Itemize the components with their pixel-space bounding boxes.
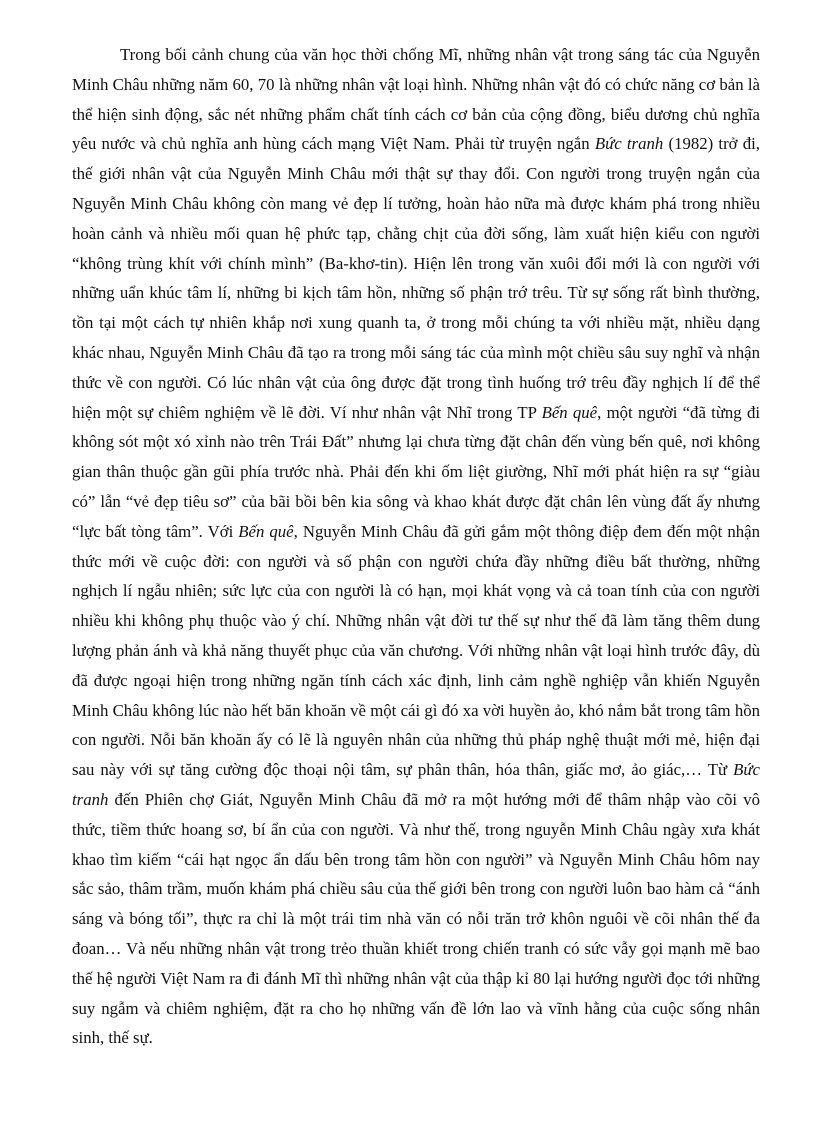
paragraph-text: (1982) trở đi, thế giới nhân vật của Nguyễn Minh Châu mới thật sự thay đổi. Con người trong truyện ngắn của Nguyễn Minh Châu không còn mang vẻ đẹp lí tưởng, hoàn hảo nữa mà được khám phá trong nhiều hoàn cảnh và nhiều mối quan hệ phức tạp, chằng chịt của đời sống, làm xuất hiện kiểu con người “không trùng khít với chính mình” (Ba-khơ-tin). Hiện lên trong văn xuôi đổi mới là con người với những uẩn khúc tâm lí, những bi kịch tâm hồn, những số phận trớ trêu. Từ sự sống rất bình thường, tồn tại một cách tự nhiên khắp nơi xung quanh ta, ở trong mỗi chúng ta với nhiều mặt, nhiều dạng khác nhau, Nguyễn Minh Châu đã tạo ra trong mỗi sáng tác của mình một chiều sâu suy nghĩ và nhận thức về con người. Có lúc nhân vật của ông được đặt trong tình huống trớ trêu đầy nghịch lí để thể hiện một sự chiêm nghiệm về lẽ đời. Ví như nhân vật Nhĩ trong TP: [72, 134, 761, 422]
document-page: [72, 40, 760, 1053]
paragraph-text: , Nguyễn Minh Châu đã gửi gắm một thông điệp đem đến một nhận thức mới về cuộc đời: con người và số phận con người chứa đầy những điều bất thường, những nghịch lí ngẫu nhiên; sức lực của con người là có hạn, mọi khát vọng và cả toan tính của con người nhiều khi không phụ thuộc vào ý chí. Những nhân vật đời tư thế sự như thế đã làm tăng thêm dung lượng phản ánh và khả năng thuyết phục của văn chương. Với những nhân vật loại hình trước đây, dù đã được ngoại hiện trong những ngăn tính cách xác định, linh cảm nghề nghiệp vẫn khiến Nguyễn Minh Châu không lúc nào hết băn khoăn về một cái gì đó xa vời huyền ảo, khó nắm bắt trong tâm hồn con người. Nỗi băn khoăn ấy có lẽ là nguyên nhân của những thủ pháp nghệ thuật mới mẻ, hiện đại sau này với sự tăng cường độc thoại nội tâm, sự phân thân, hóa thân, giấc mơ, ảo giác,… Từ: [72, 521, 760, 780]
paragraph-text: , một người “đã từng đi không sót một xó xỉnh nào trên Trái Đất” nhưng lại chưa từng đặt chân đến vùng bến quê, nơi không gian thân thuộc gần gũi phía trước nhà. Phải đến khi ốm liệt giường, Nhĩ mới phát hiện ra sự “giàu có” lẫn “vẻ đẹp tiêu sơ” của bãi bồi bên kia sông và khao khát được đặt chân lên vùng đất ấy nhưng “lực bất tòng tâm”. Với: [72, 402, 760, 541]
work-title-buc-tranh: Bức tranh: [594, 134, 664, 154]
work-title-buc-tranh: Bức tranh: [72, 760, 760, 809]
work-title-ben-que: Bến quê: [541, 402, 598, 422]
paragraph-text: đến Phiên chợ Giát, Nguyễn Minh Châu đã mở ra một hướng mới để thâm nhập vào cõi vô thức, tiềm thức hoang sơ, bí ẩn của con người. Và như thế, trong nguyễn Minh Châu ngày xưa khát khao tìm kiếm “cái hạt ngọc ẩn dấu bên trong tâm hồn con người” và Nguyễn Minh Châu hôm nay sắc sảo, thâm trầm, muốn khám phá chiều sâu của thế giới bên trong con người luôn bao hàm cả “ánh sáng và bóng tối”, thực ra chỉ là một trái tim nhà văn có nỗi trăn trở khôn nguôi về cõi nhân thế đa đoan… Và nếu những nhân vật trong trẻo thuần khiết trong chiến tranh có sức vẫy gọi mạnh mẽ bao thế hệ người Việt Nam ra đi đánh Mĩ thì những nhân vật của thập kỉ 80 lại hướng người đọc tới những suy ngẫm và chiêm nghiệm, đặt ra cho họ những vấn đề lớn lao và vĩnh hằng của cuộc sống nhân sinh, thế sự.: [72, 789, 760, 1048]
work-title-ben-que: Bến quê: [238, 521, 294, 541]
body-paragraph: [72, 40, 760, 1053]
paragraph-text: Trong bối cảnh chung của văn học thời chống Mĩ, những nhân vật trong sáng tác của Nguyễn Minh Châu những năm 60, 70 là những nhân vật loại hình. Những nhân vật đó có chức năng cơ bản là thể hiện sinh động, sắc nét những phẩm chất tính cách cơ bản của cộng đồng, biểu dương chủ nghĩa yêu nước và chủ nghĩa anh hùng cách mạng Việt Nam. Phải từ truyện ngắn: [72, 45, 760, 154]
